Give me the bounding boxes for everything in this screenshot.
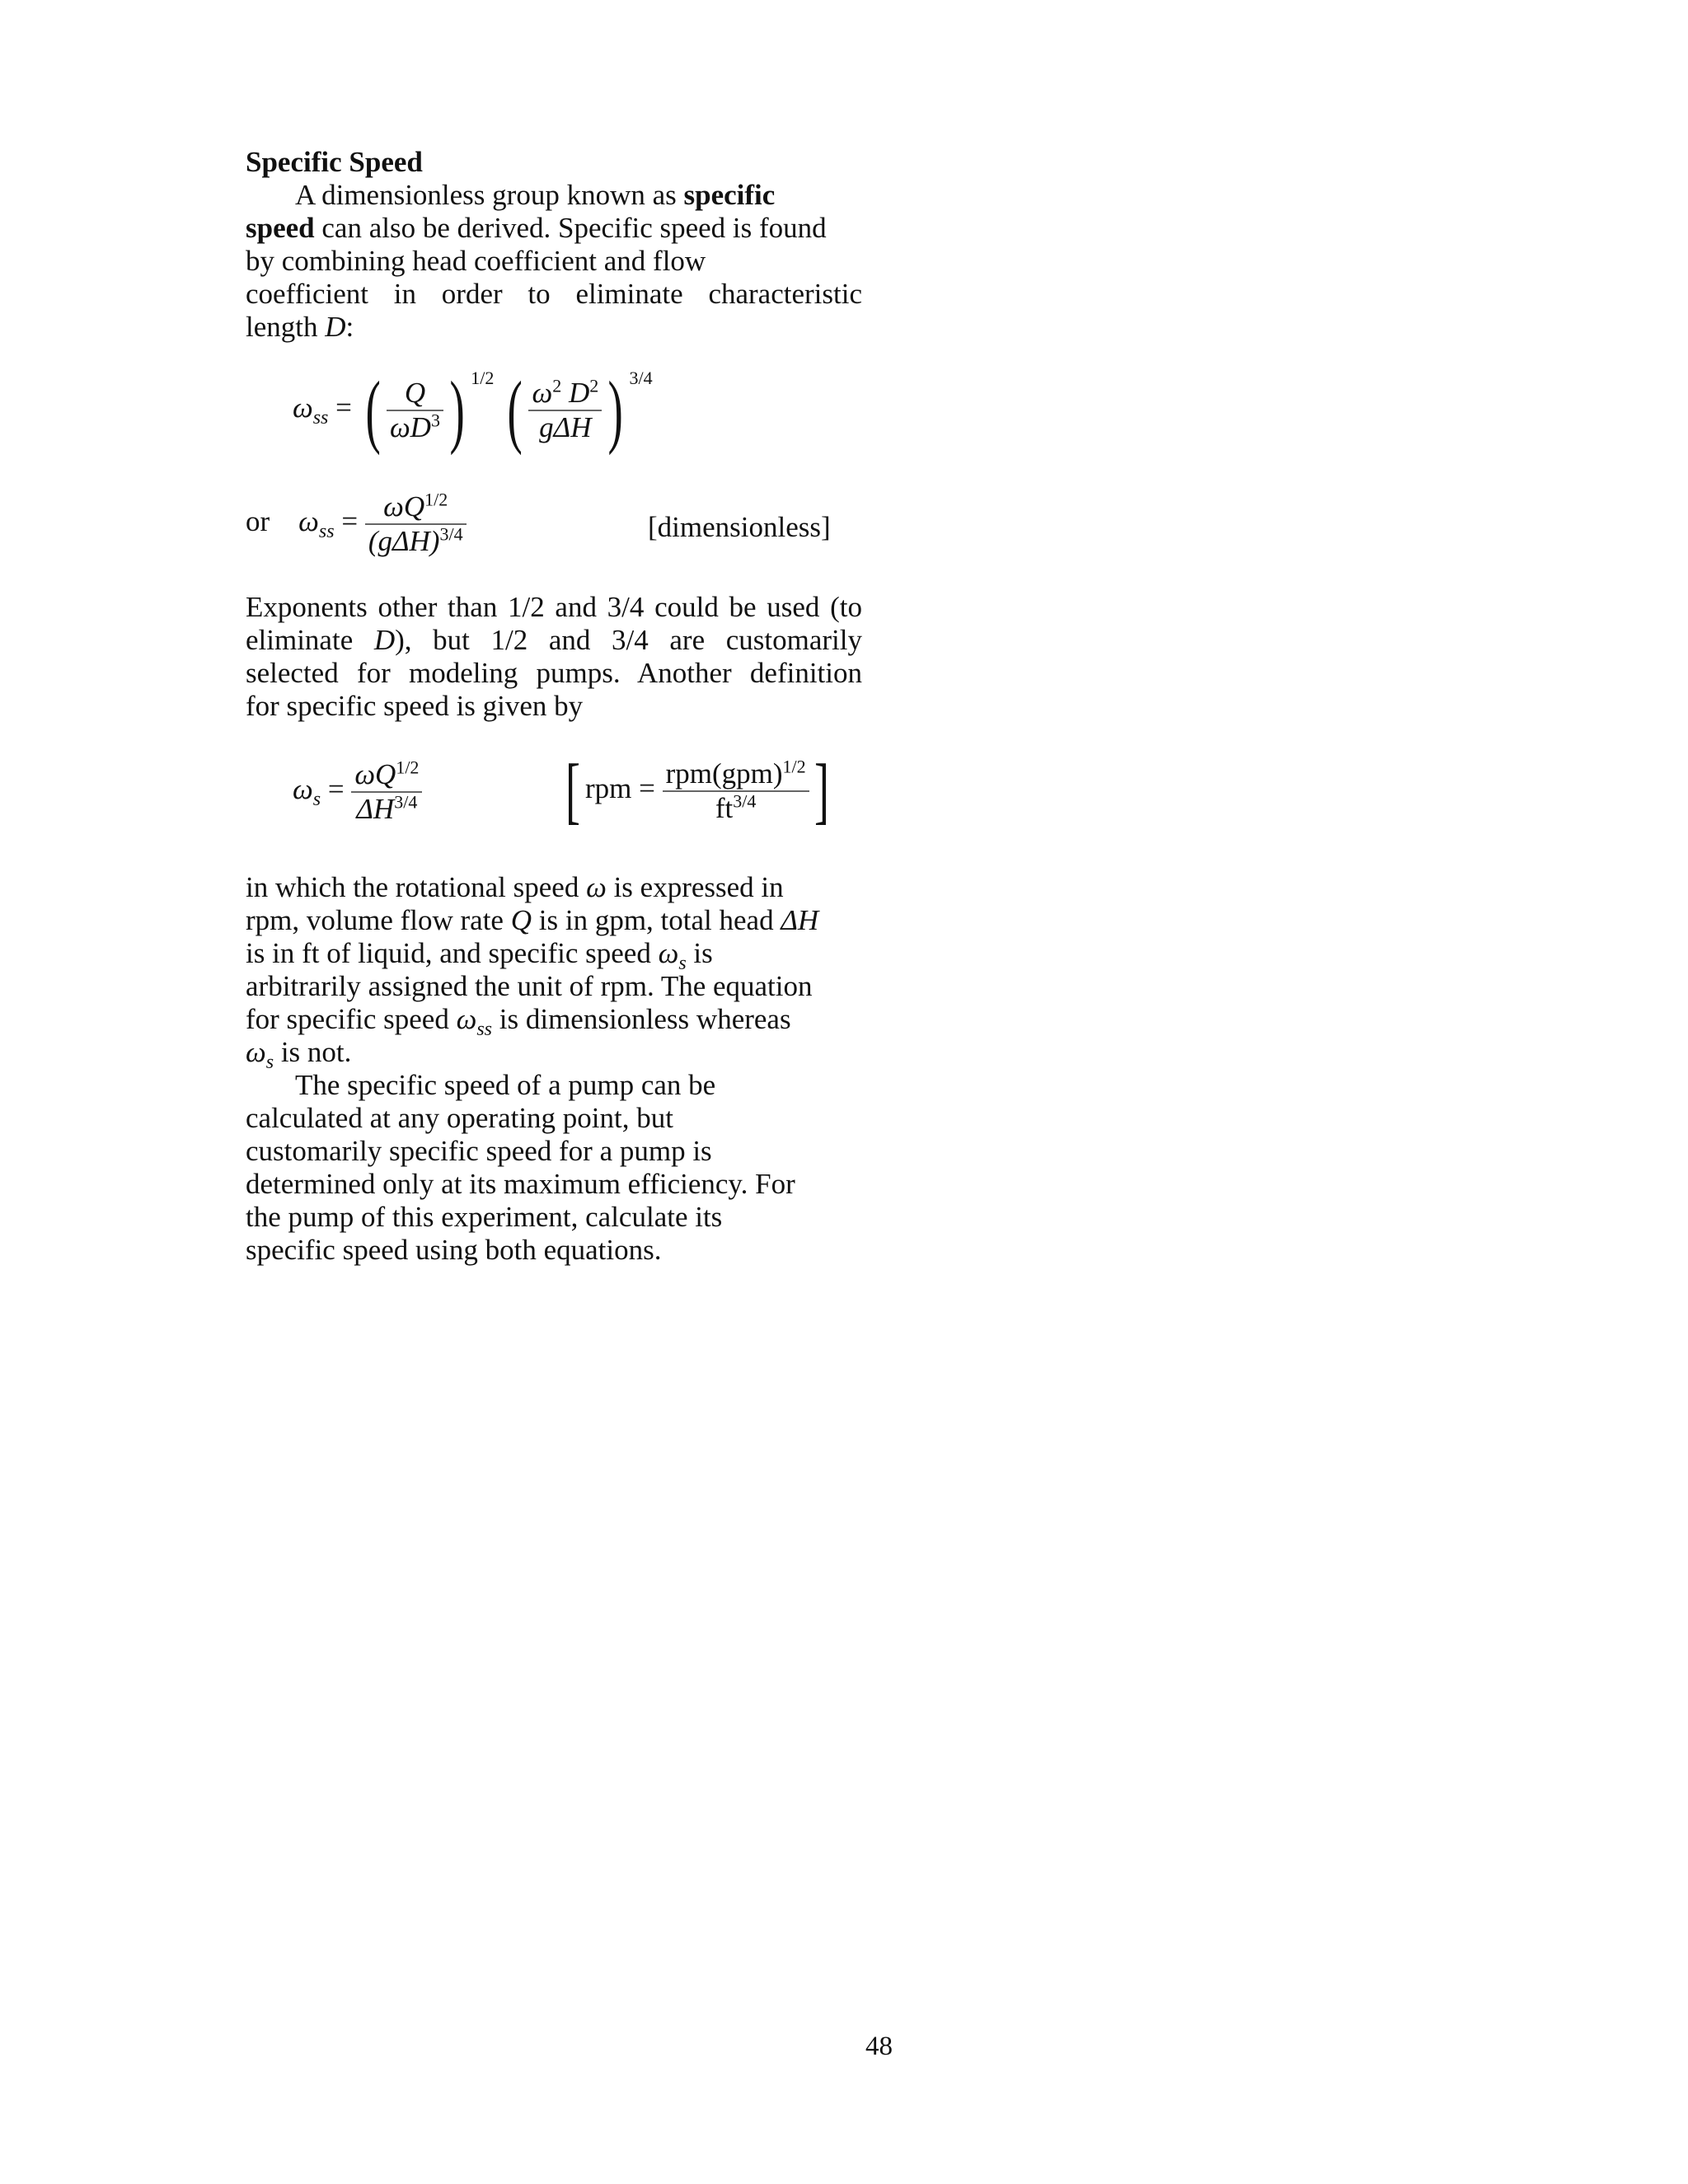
denominator: ΔH [356, 793, 395, 825]
right-paren: ) [449, 364, 465, 456]
subscript: ss [476, 1019, 492, 1040]
denominator: gΔH [539, 411, 592, 443]
text: A dimensionless group known as [295, 179, 684, 211]
equation-2 [246, 490, 839, 558]
exponent: 2 [589, 375, 599, 396]
fraction [663, 757, 809, 825]
text-line: The specific speed of a pump can be [295, 1069, 716, 1101]
equation-3 [293, 758, 422, 826]
exponent: 1/2 [782, 756, 806, 777]
exponent: 3/4 [629, 368, 653, 389]
exponent: 3/4 [394, 791, 418, 813]
numerator: D [561, 377, 590, 409]
bold-term: speed [246, 212, 315, 244]
exponent: 3/4 [439, 523, 463, 545]
text-line: coefficient in order to eliminate characteristic [246, 278, 862, 310]
text-line [246, 1036, 862, 1073]
numerator: ωQ [354, 758, 396, 790]
omega: ω [298, 505, 319, 538]
section-text-2 [246, 591, 862, 723]
text: : [345, 311, 354, 343]
text: for specific speed [246, 1003, 457, 1035]
text-line [246, 937, 862, 974]
page-number: 48 [865, 2032, 893, 2061]
or-label: or [246, 505, 270, 538]
text-line: Exponents other than 1/2 and 3/4 could be used (to [246, 591, 862, 623]
denominator: ωD [389, 411, 431, 443]
text-line [246, 179, 862, 212]
omega: ω [293, 773, 313, 806]
subscript: s [678, 953, 687, 974]
text-line [246, 624, 862, 657]
left-paren: ( [365, 364, 381, 456]
subscript: s [312, 789, 321, 811]
fraction [365, 490, 467, 558]
equals: = [334, 505, 365, 538]
text-line: customarily specific speed for a pump is [246, 1135, 712, 1167]
text: is in ft of liquid, and specific speed [246, 937, 659, 969]
bold-term: specific [683, 179, 776, 211]
text: is not. [274, 1036, 352, 1068]
text: is dimensionless whereas [492, 1003, 791, 1035]
denominator: (gΔH) [368, 525, 440, 557]
equals: = [631, 772, 663, 805]
text-line [246, 212, 862, 245]
section-text-3 [246, 871, 862, 1267]
numerator: rpm(gpm) [665, 757, 783, 790]
text: length [246, 311, 326, 343]
math-var: ω [246, 1036, 266, 1068]
equals: = [328, 391, 359, 424]
text-line: by combining head coefficient and flow [246, 245, 706, 277]
exponent: 1/2 [424, 489, 448, 510]
omega: ω [293, 391, 313, 424]
exponent: 1/2 [396, 757, 420, 778]
text-line: calculated at any operating point, but [246, 1102, 673, 1134]
math-var: ω [658, 937, 679, 969]
math-var: ΔH [781, 904, 819, 936]
exponent: 3/4 [733, 790, 757, 812]
exponent: 1/2 [471, 368, 495, 389]
units-label: [dimensionless] [648, 511, 831, 543]
text: ), but 1/2 and 3/4 are customarily [395, 624, 862, 656]
exponent: 2 [552, 375, 562, 396]
text-line [246, 311, 862, 344]
fraction [351, 758, 422, 826]
text-line [246, 1003, 862, 1040]
math-var: D [373, 624, 396, 656]
right-paren: ) [607, 364, 624, 456]
text: is in gpm, total head [532, 904, 781, 936]
text: rpm, volume flow rate [246, 904, 511, 936]
section-text-1 [246, 146, 862, 344]
numerator: ω [532, 377, 553, 409]
text: in which the rotational speed [246, 871, 587, 903]
math-var: ω [586, 871, 607, 903]
equation-1 [293, 364, 653, 456]
subscript: ss [318, 521, 335, 543]
equation-3-units [560, 750, 834, 832]
fraction [528, 377, 602, 444]
text-line [246, 871, 862, 904]
text: can also be derived. Specific speed is found [314, 212, 827, 244]
units-lhs: rpm [584, 772, 632, 805]
text: eliminate [246, 624, 374, 656]
equals: = [321, 773, 352, 806]
subscript: ss [312, 407, 329, 429]
numerator: ωQ [383, 490, 425, 523]
text-line: the pump of this experiment, calculate its [246, 1201, 723, 1233]
math-var: Q [510, 904, 532, 936]
text: is [686, 937, 713, 969]
numerator: Q [404, 377, 426, 409]
text-line: determined only at its maximum efficiency. For [246, 1168, 795, 1200]
math-var: D [325, 311, 346, 343]
text-line: arbitrarily assigned the unit of rpm. The equation [246, 970, 813, 1002]
text: is expressed in [606, 871, 784, 903]
math-var: ω [456, 1003, 477, 1035]
text-line [246, 904, 862, 937]
left-bracket: [ [565, 750, 580, 832]
subscript: s [265, 1052, 274, 1073]
text-line: specific speed using both equations. [246, 1234, 662, 1266]
heading-text: Specific Speed [246, 146, 423, 178]
exponent: 3 [430, 410, 440, 431]
denominator: ft [715, 792, 734, 824]
right-bracket: ] [814, 750, 829, 832]
text-line: for specific speed is given by [246, 690, 584, 722]
section-heading [246, 146, 862, 179]
fraction [387, 377, 443, 444]
text-line: selected for modeling pumps. Another definition [246, 657, 862, 689]
left-paren: ( [507, 364, 523, 456]
